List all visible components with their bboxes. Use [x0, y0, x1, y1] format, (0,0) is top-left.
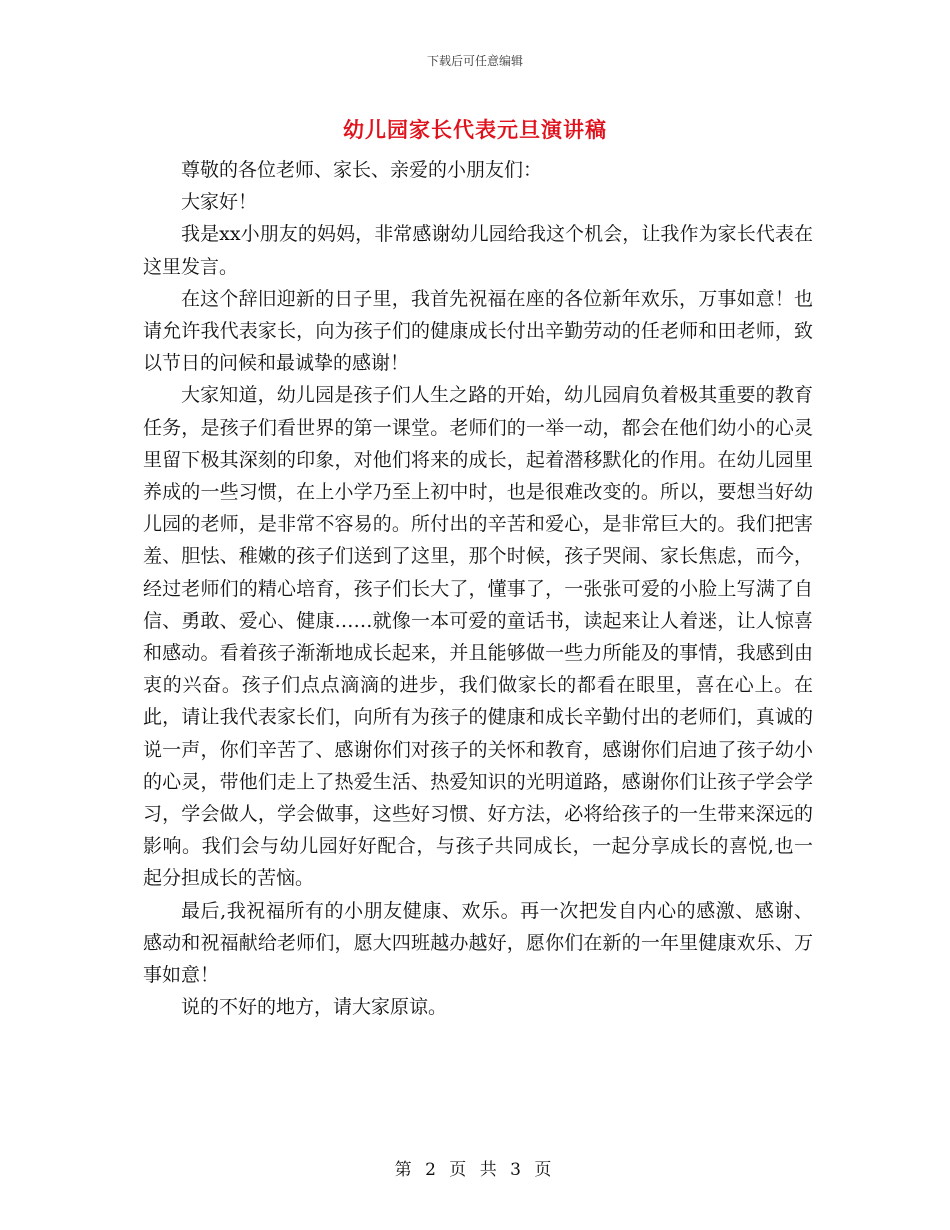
page-number: 第 2 页 共 3 页 [394, 1160, 556, 1180]
paragraph-gratitude: 大家知道，幼儿园是孩子们人生之路的开始，幼儿园肩负着极其重要的教育任务，是孩子们看世界的第一课堂。老师们的一举一动，都会在他们幼小的心灵里留下极其深刻的印象，对他们将来的成长，起着潜移默化的作用。在幼儿园里养成的一些习惯，在上小学乃至上初中时，也是很难改变的。所以，要想当好幼儿园的老师，是非常不容易的。所付出的辛苦和爱心，是非常巨大的。我们把害羞、胆怯、稚嫩的孩子们送到了这里，那个时候，孩子哭闹、家长焦虑，而今，经过老师们的精心培育，孩子们长大了，懂事了，一张张可爱的小脸上写满了自信、勇敢、爱心、健康……就像一本可爱的童话书，读起来让人着迷，让人惊喜和感动。看着孩子渐渐地成长起来，并且能够做一些力所能及的事情，我感到由衷的兴奋。孩子们点点滴滴的进步，我们做家长的都看在眼里，喜在心上。在此，请让我代表家长们，向所有为孩子的健康和成长辛勤付出的老师们，真诚的说一声，你们辛苦了、感谢你们对孩子的关怀和教育，感谢你们启迪了孩子幼小的心灵，带他们走上了热爱生活、热爱知识的光明道路，感谢你们让孩子学会学习，学会做人，学会做事，这些好习惯、好方法，必将给孩子的一生带来深远的影响。我们会与幼儿园好好配合，与孩子共同成长，一起分享成长的喜悦,也一起分担成长的苦恼。 [143, 384, 813, 890]
paragraph-salutation: 尊敬的各位老师、家长、亲爱的小朋友们： [181, 159, 543, 181]
paragraph-apology: 说的不好的地方，请大家原谅。 [181, 996, 448, 1019]
paragraph-introduction: 我是xx小朋友的妈妈，非常感谢幼儿园给我这个机会，让我作为家长代表在这里发言。 [143, 223, 813, 278]
document-title: 幼儿园家长代表元旦演讲稿 [343, 118, 607, 142]
paragraph-closing-wishes: 最后,我祝福所有的小朋友健康、欢乐。再一次把发自内心的感激、感谢、感动和祝福献给老师们，愿大四班越办越好，愿你们在新的一年里健康欢乐、万事如意！ [143, 899, 813, 987]
paragraph-greeting: 大家好！ [181, 191, 258, 214]
header-note: 下载后可任意编辑 [426, 54, 523, 68]
paragraph-new-year-wishes: 在这个辞旧迎新的日子里，我首先祝福在座的各位新年欢乐，万事如意！也请允许我代表家长，向为孩子们的健康成长付出辛勤劳动的任老师和田老师，致以节日的问候和最诚挚的感谢！ [143, 287, 813, 375]
document-body [143, 154, 813, 1023]
